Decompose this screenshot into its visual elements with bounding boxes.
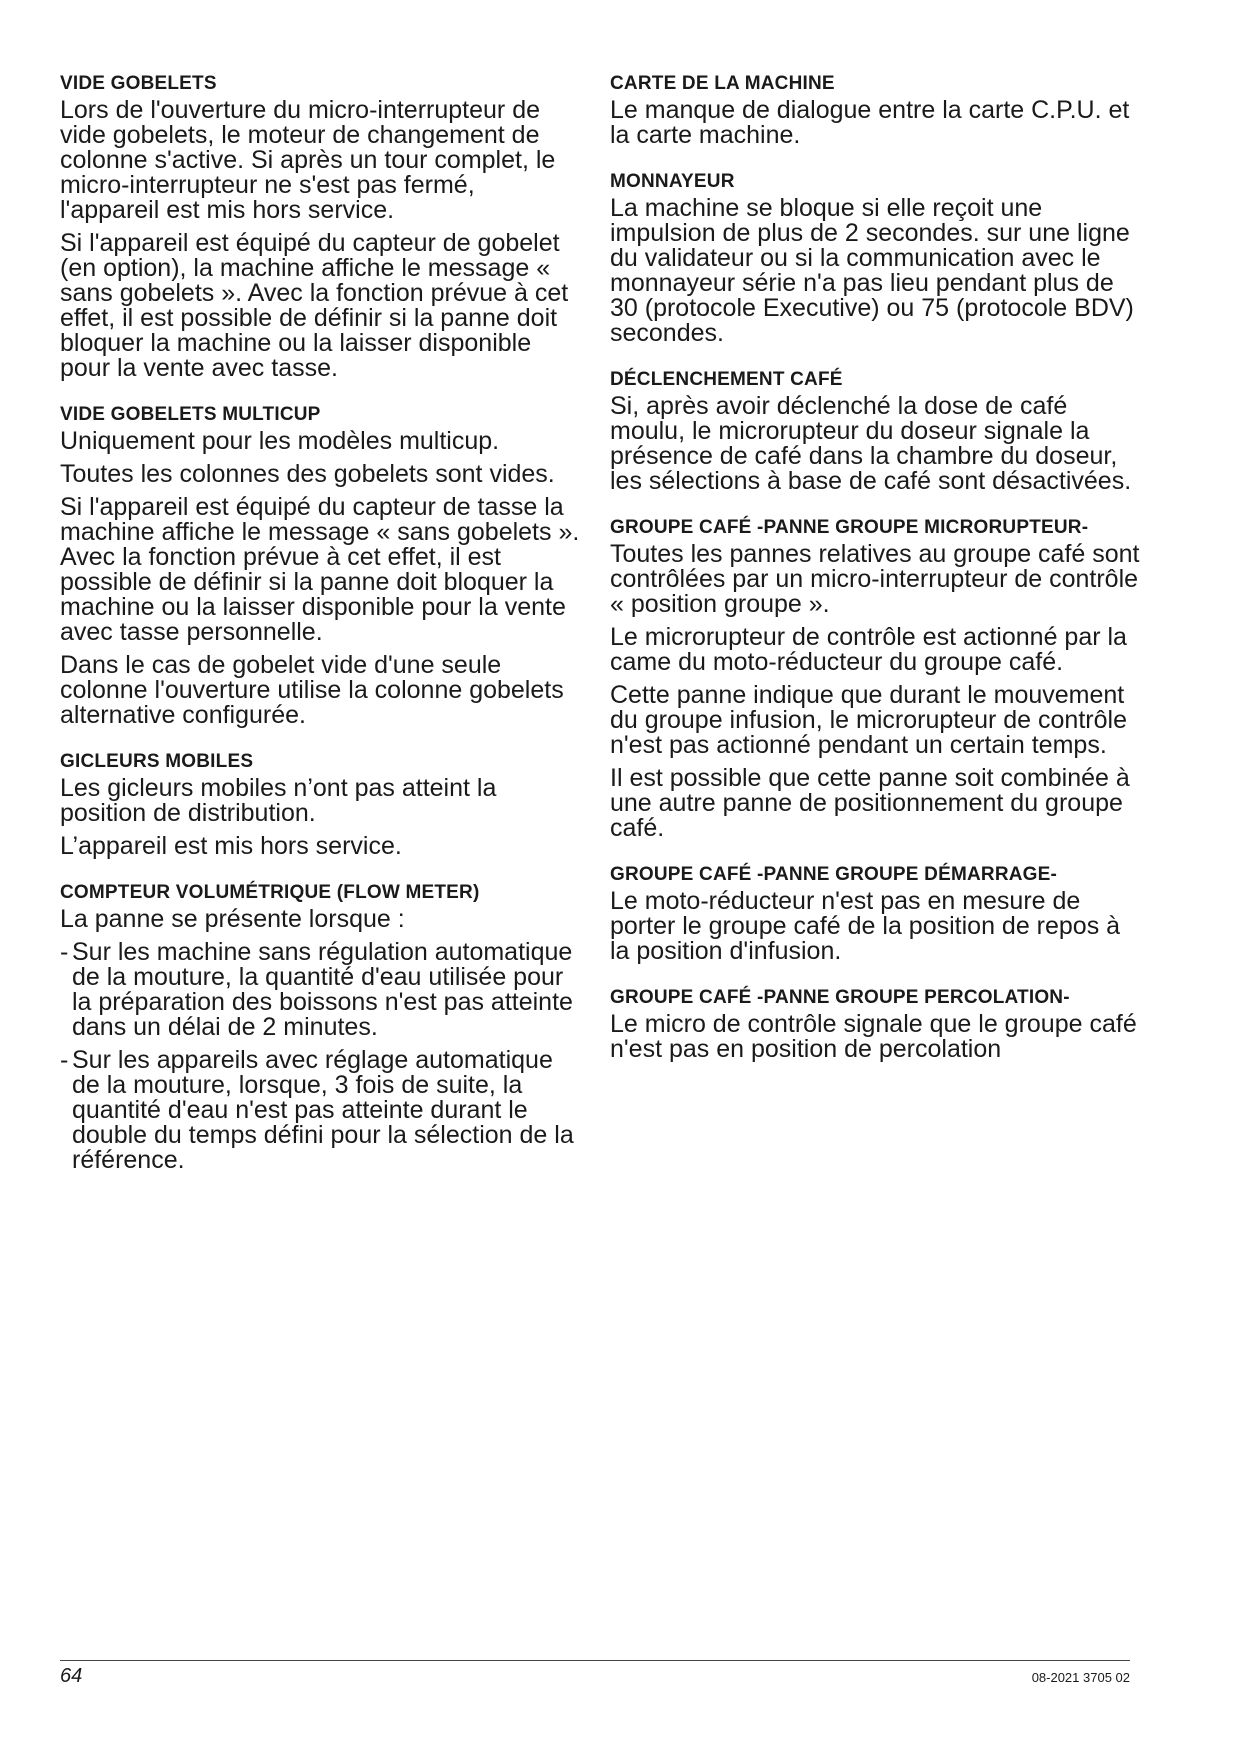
paragraph: Si l'appareil est équipé du capteur de gobelet (en option), la machine affiche le message « sans gobelets ». Avec la fonction prévue à cet effet, il est possible de définir si la panne doit bloquer la machine ou la laisser disponible pour la vente avec tasse.	[60, 229, 569, 382]
section	[610, 516, 1140, 841]
paragraph: Le micro de contrôle signale que le groupe café n'est pas en position de percolation	[610, 1010, 1137, 1063]
section-heading: VIDE GOBELETS MULTICUP	[60, 404, 321, 425]
paragraph: Si, après avoir déclenché la dose de café moulu, le microrupteur du doseur signale la présence de café dans la chambre du doseur, les sélections à base de café sont désactivées.	[610, 392, 1132, 495]
section	[610, 72, 1140, 148]
footer-rule	[60, 1660, 1130, 1661]
paragraph: Uniquement pour les modèles multicup.	[60, 427, 500, 455]
section	[610, 986, 1140, 1062]
paragraph: Si l'appareil est équipé du capteur de tasse la machine affiche le message « sans gobelets ». Avec la fonction prévue à cet effet, il est possible de définir si la panne doit bloquer la machine ou la laisser disponible pour la vente avec tasse personnelle.	[60, 493, 580, 646]
paragraph: Le moto-réducteur n'est pas en mesure de porter le groupe café de la position de repos à la position d'infusion.	[610, 887, 1121, 965]
paragraph: Dans le cas de gobelet vide d'une seule colonne l'ouverture utilise la colonne gobelets alternative configurée.	[60, 651, 564, 729]
section-heading: GROUPE CAFÉ -PANNE GROUPE PERCOLATION-	[610, 987, 1070, 1008]
section	[610, 170, 1140, 346]
list-item-text: Sur les machine sans régulation automatique de la mouture, la quantité d'eau utilisée pour la préparation des boissons n'est pas atteinte dans un délai de 2 minutes.	[72, 938, 573, 1041]
section	[610, 368, 1140, 494]
section	[60, 72, 580, 381]
dash-bullet: -	[60, 1046, 69, 1074]
document-reference: 08-2021 3705 02	[1031, 1670, 1130, 1685]
section	[60, 881, 580, 1173]
paragraph: La panne se présente lorsque :	[60, 905, 405, 933]
section	[610, 863, 1140, 964]
page-number: 64	[60, 1665, 83, 1687]
right-column	[610, 72, 1140, 1084]
section-heading: COMPTEUR VOLUMÉTRIQUE (FLOW METER)	[60, 882, 480, 903]
list-item-text: Sur les appareils avec réglage automatique de la mouture, lorsque, 3 fois de suite, la quantité d'eau n'est pas atteinte durant le double du temps défini pour la sélection de la référence.	[72, 1046, 574, 1174]
dash-bullet: -	[60, 938, 69, 966]
section-heading: GICLEURS MOBILES	[60, 751, 254, 772]
paragraph: Il est possible que cette panne soit combinée à une autre panne de positionnement du groupe café.	[610, 764, 1130, 842]
section-heading: DÉCLENCHEMENT CAFÉ	[610, 369, 843, 390]
paragraph: L’appareil est mis hors service.	[60, 832, 402, 860]
section-heading: MONNAYEUR	[610, 171, 735, 192]
list-item	[60, 940, 580, 1040]
list-item	[60, 1048, 580, 1173]
paragraph: Les gicleurs mobiles n’ont pas atteint la position de distribution.	[60, 774, 497, 827]
paragraph: La machine se bloque si elle reçoit une impulsion de plus de 2 secondes. sur une ligne du validateur ou si la communication avec le monnayeur série n'a pas lieu pendant plus de 30 (protocole Executive) ou 75 (protocole BDV) secondes.	[610, 194, 1134, 347]
section-heading: CARTE DE LA MACHINE	[610, 73, 835, 94]
paragraph: Cette panne indique que durant le mouvement du groupe infusion, le microrupteur de contrôle n'est pas actionné pendant un certain temps.	[610, 681, 1127, 759]
section-heading: GROUPE CAFÉ -PANNE GROUPE MICRORUPTEUR-	[610, 517, 1089, 538]
paragraph: Le manque de dialogue entre la carte C.P.U. et la carte machine.	[610, 96, 1130, 149]
section-heading: GROUPE CAFÉ -PANNE GROUPE DÉMARRAGE-	[610, 864, 1058, 885]
paragraph: Toutes les pannes relatives au groupe café sont contrôlées par un micro-interrupteur de contrôle « position groupe ».	[610, 540, 1140, 618]
section-heading: VIDE GOBELETS	[60, 73, 217, 94]
paragraph: Toutes les colonnes des gobelets sont vides.	[60, 460, 555, 488]
left-column	[60, 72, 580, 1195]
section	[60, 750, 580, 859]
paragraph: Lors de l'ouverture du micro-interrupteur de vide gobelets, le moteur de changement de colonne s'active. Si après un tour complet, le micro-interrupteur ne s'est pas fermé, l'appareil est mis hors service.	[60, 96, 556, 224]
paragraph: Le microrupteur de contrôle est actionné par la came du moto-réducteur du groupe café.	[610, 623, 1127, 676]
section	[60, 403, 580, 728]
